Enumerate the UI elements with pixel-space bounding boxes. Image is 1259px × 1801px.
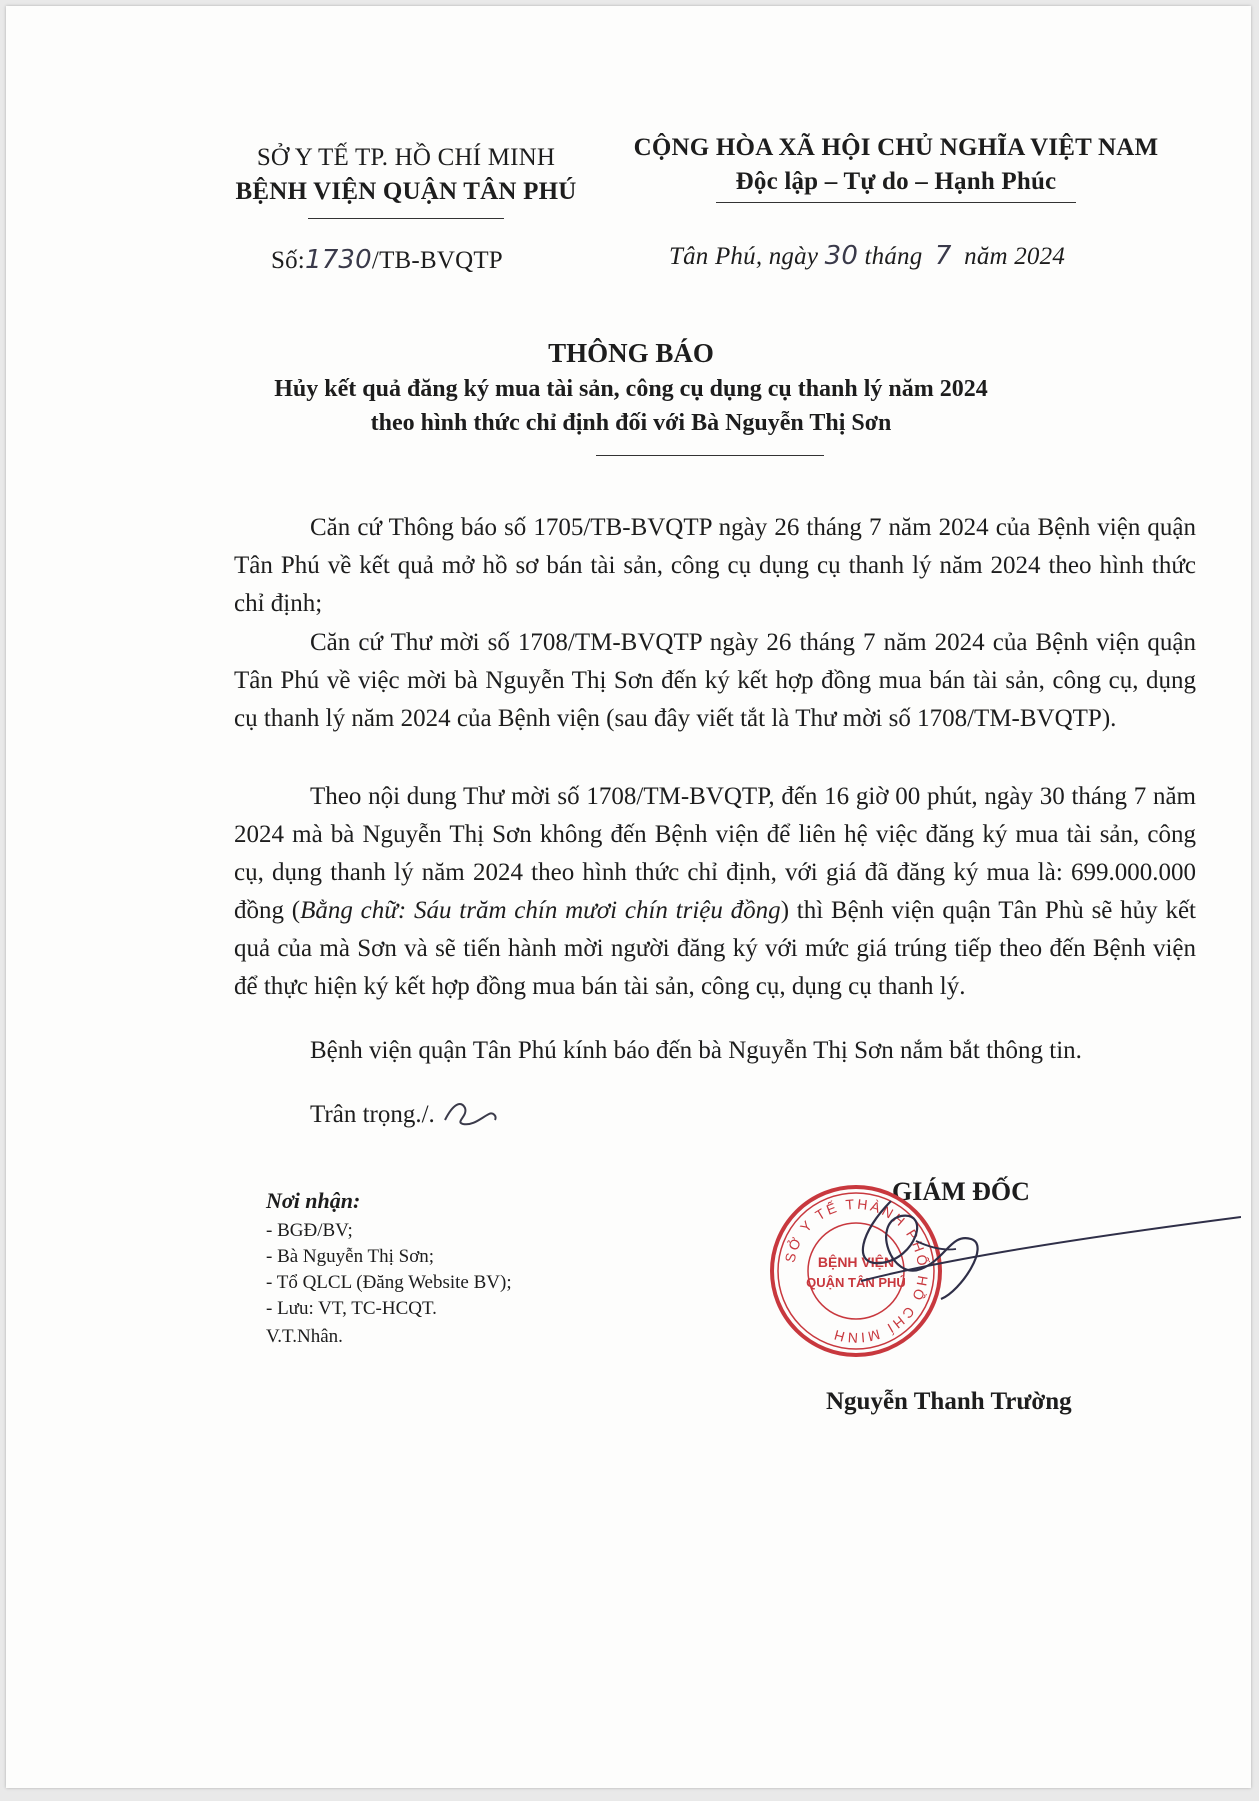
recipients-title: Nơi nhận:	[266, 1188, 361, 1213]
stamp-center-line1: BỆNH VIỆN	[817, 1254, 895, 1270]
paragraph-4: Bệnh viện quận Tân Phú kính báo đến bà Nguyễn Thị Sơn nắm bắt thông tin.	[310, 1037, 1082, 1064]
recipient-item: - BGĐ/BV;	[266, 1220, 353, 1241]
notice-subject-line2: theo hình thức chỉ định đối với Bà Nguyễn Thị Sơn	[370, 410, 892, 436]
paragraph-3	[234, 778, 1196, 1006]
date-day: 30	[824, 241, 859, 271]
organization-name: BỆNH VIỆN QUẬN TÂN PHÚ	[235, 178, 577, 205]
drafter-initials: V.T.Nhân.	[266, 1326, 343, 1347]
stamp-center-line2: QUẬN TÂN PHÚ	[806, 1275, 906, 1290]
notice-title: THÔNG BÁO	[548, 338, 714, 368]
date-prefix: Tân Phú, ngày	[669, 243, 819, 270]
paragraph-1: Căn cứ Thông báo số 1705/TB-BVQTP ngày 26 tháng 7 năm 2024 của Bệnh viện quận Tân Phú về kết quả mở hồ sơ bán tài sản, công cụ dụng cụ thanh lý năm 2024 theo hình thức chỉ định;	[234, 514, 1196, 617]
recipient-item: - Lưu: VT, TC-HCQT.	[266, 1298, 437, 1319]
number-suffix: /TB-BVQTP	[371, 247, 503, 274]
national-motto: Độc lập – Tự do – Hạnh Phúc	[735, 168, 1057, 195]
paragraph-3-text-b: ) thì Bệnh viện quận Tân Phù sẽ hủy kết quả của mà Sơn và sẽ tiến hành mời người đăng ký với mức giá trúng tiếp theo đến Bệnh viện để thực hiện ký kết hợp đồng mua bán tài sản, công cụ, dụng cụ thanh lý.	[234, 897, 1197, 1000]
paragraph-3-amount-in-words: Bằng chữ: Sáu trăm chín mươi chín triệu đồng	[300, 897, 781, 924]
header-left-rule	[308, 218, 504, 219]
stamp-ring-text: SỞ Y TẾ THÀNH PHỐ HỒ CHÍ MINH	[781, 1195, 932, 1347]
notice-title-block	[186, 334, 1076, 440]
document-page	[6, 6, 1251, 1788]
signer-position: GIÁM ĐỐC	[892, 1177, 1030, 1206]
signer-name: Nguyễn Thanh Trường	[826, 1388, 1072, 1415]
number-prefix: Số:	[271, 247, 305, 274]
number-handwritten: 1730	[304, 245, 372, 275]
paragraph-3-text-a: Theo nội dung Thư mời số 1708/TM-BVQTP, đến 16 giờ 00 phút, ngày 30 tháng 7 năm 2024 mà bà Nguyễn Thị Sơn không đến Bệnh viện để liên hệ việc đăng ký mua tài sản, công cụ, dụng thanh lý năm 2024 theo hình thức chỉ định, với giá đã đăng ký mua là: 699.000.000 đồng (	[234, 783, 1196, 924]
recipients-block	[266, 1184, 512, 1350]
document-date	[669, 238, 1065, 275]
notice-subject-line1: Hủy kết quả đăng ký mua tài sản, công cụ dụng cụ thanh lý năm 2024	[274, 376, 988, 402]
title-underline	[596, 455, 824, 456]
header-left	[206, 140, 606, 210]
header-right	[596, 130, 1196, 200]
department-name: SỞ Y TẾ TP. HỒ CHÍ MINH	[256, 144, 556, 171]
date-year: năm 2024	[964, 243, 1066, 270]
initial-scribble-icon	[441, 1094, 501, 1128]
motto-underline	[716, 202, 1076, 203]
document-number	[271, 242, 503, 279]
paragraph-2: Căn cứ Thư mời số 1708/TM-BVQTP ngày 26 tháng 7 năm 2024 của Bệnh viện quận Tân Phú về việc mời bà Nguyễn Thị Sơn đến ký kết hợp đồng mua bán tài sản, công cụ, dụng cụ thanh lý năm 2024 của Bệnh viện (sau đây viết tắt là Thư mời số 1708/TM-BVQTP).	[234, 629, 1196, 732]
handwritten-signature-icon	[741, 1171, 1241, 1311]
recipient-item: - Tổ QLCL (Đăng Website BV);	[266, 1272, 512, 1293]
recipient-item: - Bà Nguyễn Thị Sơn;	[266, 1246, 435, 1267]
closing-greeting: Trân trọng./.	[310, 1101, 435, 1128]
closing-text	[310, 1094, 501, 1134]
date-month: 7	[934, 241, 952, 271]
country-name: CỘNG HÒA XÃ HỘI CHỦ NGHĨA VIỆT NAM	[633, 134, 1159, 161]
date-month-label: tháng	[864, 243, 923, 270]
